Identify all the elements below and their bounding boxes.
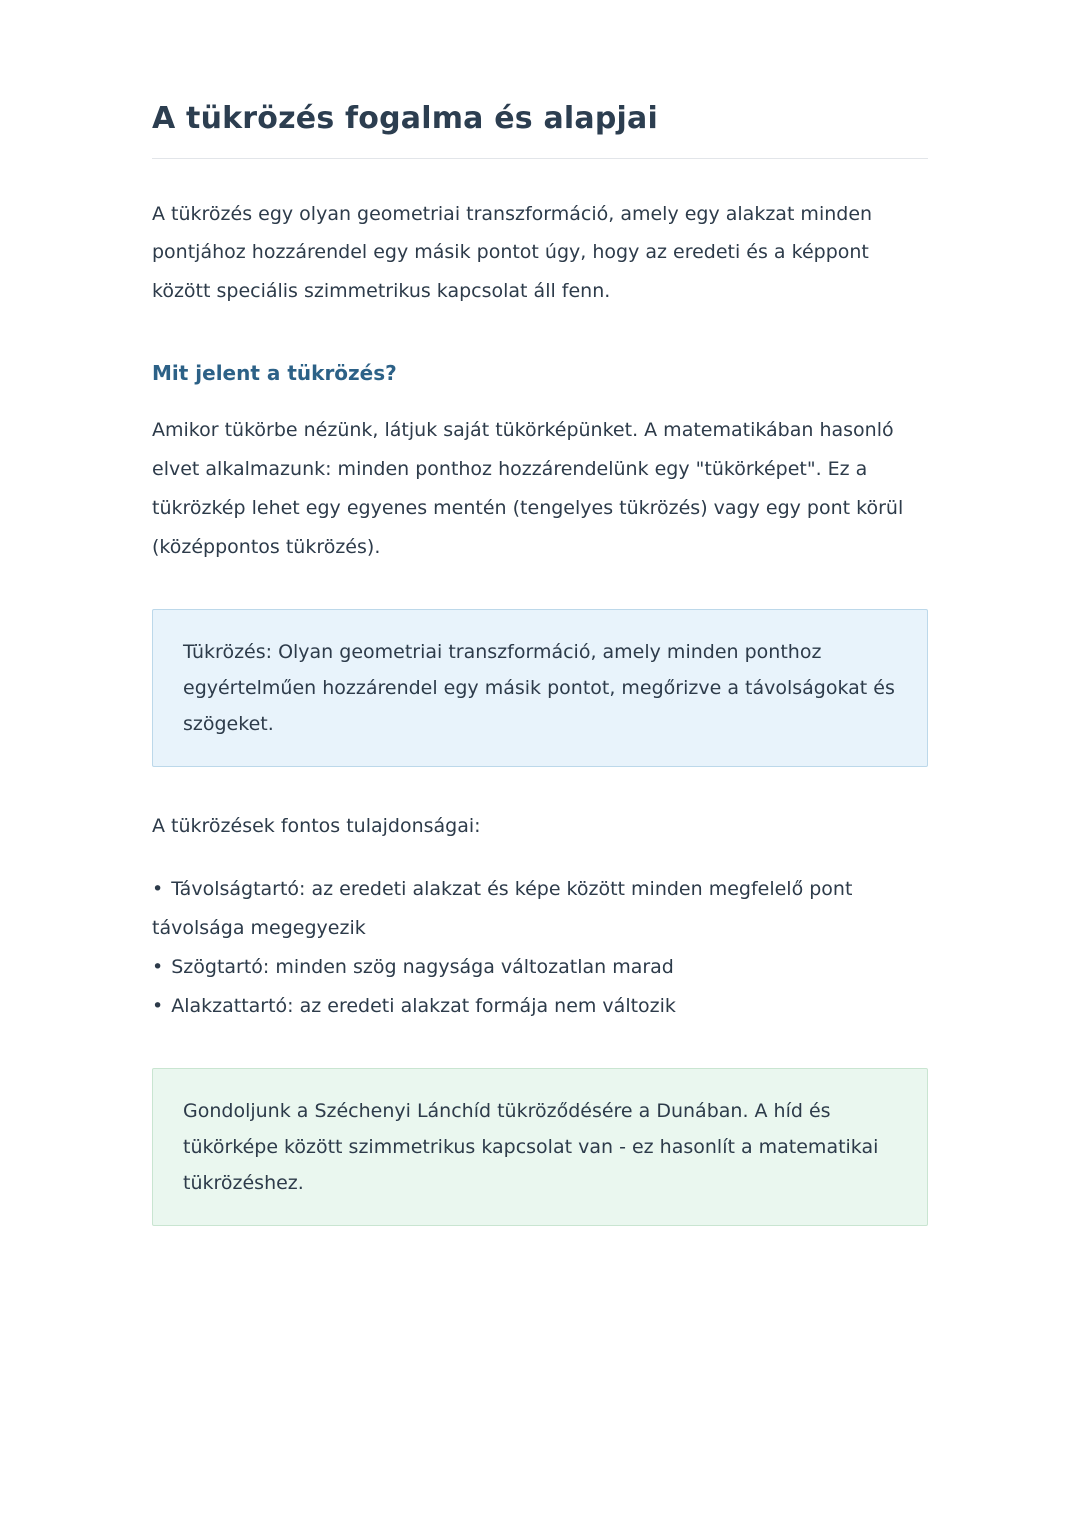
list-item-text: Alakzattartó: az eredeti alakzat formája nem változik bbox=[171, 995, 676, 1018]
definition-callout bbox=[152, 609, 928, 767]
list-item-text: Távolságtartó: az eredeti alakzat és képe között minden megfelelő pont távolsága megegyezik bbox=[152, 878, 853, 940]
title-divider bbox=[152, 158, 928, 159]
bullet-icon: • bbox=[152, 956, 164, 979]
section-paragraph: Amikor tükörbe nézünk, látjuk saját tükörképünket. A matematikában hasonló elvet alkalmazunk: minden ponthoz hozzárendelünk egy "tükörképet". Ez a tükrözkép lehet egy egyenes mentén (tengelyes tükrözés) vagy egy pont körül (középpontos tükrözés). bbox=[152, 419, 904, 559]
list-item bbox=[152, 987, 928, 1026]
section-heading: Mit jelent a tükrözés? bbox=[152, 361, 397, 386]
page-title: A tükrözés fogalma és alapjai bbox=[152, 101, 658, 136]
definition-callout-text: Tükrözés: Olyan geometriai transzformáció, amely minden ponthoz egyértelműen hozzárendel egy másik pontot, megőrizve a távolságokat és szögeket. bbox=[183, 641, 895, 736]
bullet-icon: • bbox=[152, 878, 164, 901]
intro-paragraph: A tükrözés egy olyan geometriai transzformáció, amely egy alakzat minden pontjához hozzárendel egy másik pontot úgy, hogy az eredeti és a képpont között speciális szimmetrikus kapcsolat áll fenn. bbox=[152, 202, 873, 303]
example-callout bbox=[152, 1068, 928, 1226]
list-item bbox=[152, 870, 928, 948]
list-item bbox=[152, 948, 928, 987]
properties-list bbox=[152, 870, 928, 1026]
bullet-icon: • bbox=[152, 995, 164, 1018]
properties-lead: A tükrözések fontos tulajdonságai: bbox=[152, 815, 481, 838]
example-callout-text: Gondoljunk a Széchenyi Lánchíd tükröződésére a Dunában. A híd és tükörképe között szimmetrikus kapcsolat van - ez hasonlít a matematikai tükrözéshez. bbox=[183, 1100, 879, 1195]
list-item-text: Szögtartó: minden szög nagysága változatlan marad bbox=[171, 956, 674, 979]
